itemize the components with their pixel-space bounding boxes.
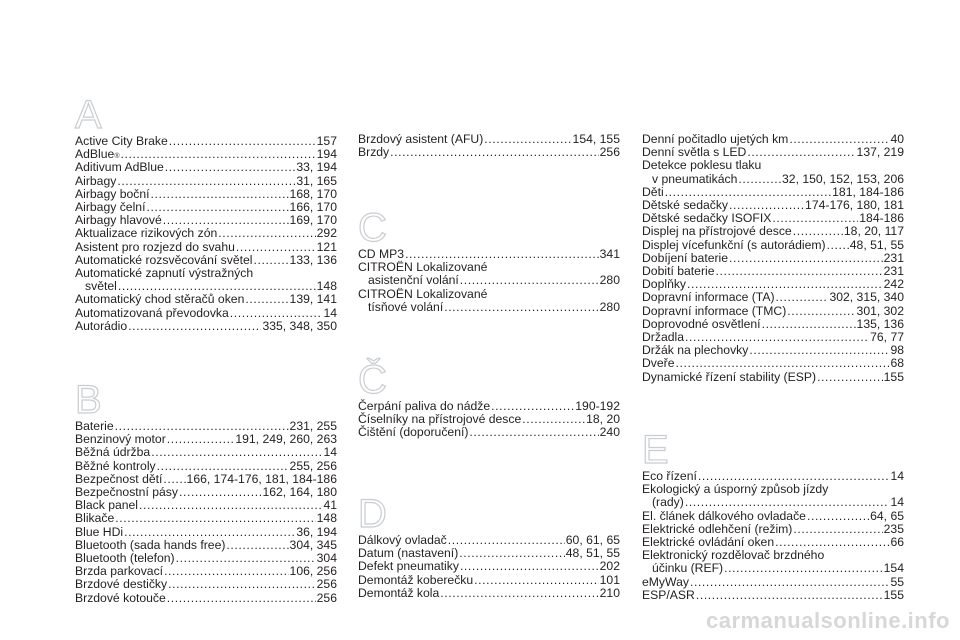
section-d-continued	[642, 133, 904, 384]
index-entry-label: Automatizovaná převodovka	[75, 305, 229, 320]
index-entry-label: Demontáž kola	[358, 585, 440, 600]
index-entry-pages: 256	[599, 145, 620, 160]
dot-leader	[115, 512, 315, 525]
dot-leader	[124, 526, 295, 539]
index-entry-pages: 301, 302	[856, 303, 904, 318]
index-entry-pages: 40	[890, 132, 904, 146]
dot-leader	[444, 301, 598, 314]
index-entry	[75, 499, 337, 512]
index-entry-pages: 121	[316, 239, 337, 254]
index-entry-pages: 137, 219	[856, 145, 904, 160]
index-entry-pages: 148	[316, 511, 337, 526]
dot-leader	[738, 173, 781, 186]
section-a	[75, 95, 337, 333]
index-entry-label: Datum (nastavení)	[358, 546, 459, 561]
index-entry-label: Brzdové destičky	[75, 577, 168, 592]
index-entry-label: Black panel	[75, 498, 139, 513]
dot-leader	[469, 426, 598, 439]
index-entry-label: CD MP3	[358, 247, 405, 261]
index-entry-pages: 157	[316, 134, 337, 148]
index-entry	[642, 510, 904, 523]
index-entry	[75, 227, 337, 240]
index-entry-pages: 139, 141	[289, 292, 337, 307]
index-entry-label: El. článek dálkového ovladače	[642, 508, 806, 523]
index-entry	[75, 460, 337, 473]
index-entry-pages: 231, 255	[289, 419, 337, 433]
index-entry-label: Brzdový asistent (AFU)	[358, 132, 484, 146]
index-entry-label: Držák na plechovky	[642, 343, 749, 358]
index-entry-pages: 33, 194	[296, 160, 337, 175]
index-entry-pages: 194	[316, 147, 337, 162]
index-entry-pages: 18, 20, 117	[843, 224, 904, 239]
index-entry-heading: Detekce poklesu tlaku	[642, 158, 762, 173]
index-entry-pages: 174-176, 180, 181	[805, 198, 904, 213]
index-entry-pages: 64, 65	[870, 508, 904, 523]
dot-leader	[165, 161, 296, 174]
index-entry-label: Aditivum AdBlue	[75, 160, 164, 175]
dot-leader	[230, 307, 323, 320]
index-entry-label: v pneumatikách	[652, 171, 738, 186]
index-entry-label: ESP/ASR	[642, 587, 695, 602]
index-entry-pages: 181, 184-186	[832, 184, 904, 199]
index-entry	[75, 446, 337, 459]
index-entry-pages: 41	[323, 498, 337, 513]
dot-leader	[827, 239, 849, 252]
index-entry-pages: 55	[890, 574, 904, 589]
index-entry-pages: 60, 61, 65	[565, 533, 620, 547]
section-d	[358, 494, 620, 600]
index-entry	[358, 133, 620, 146]
index-entry-label: Displej vícefunkční (s autorádiem)	[642, 237, 826, 252]
dot-leader	[522, 413, 585, 426]
dot-leader	[117, 175, 295, 188]
index-entry-label: Čerpání paliva do nádže	[358, 399, 491, 413]
section-b	[75, 380, 337, 605]
index-entry-label: Aktualizace rizikových zón	[75, 226, 218, 241]
index-entry-label: eMyWay	[642, 574, 689, 589]
dot-leader	[440, 587, 598, 600]
index-entry-pages: 210	[599, 585, 620, 600]
dot-leader	[690, 576, 889, 589]
dot-leader	[167, 433, 235, 446]
index-entry-pages: 76, 77	[870, 330, 904, 345]
index-entry	[75, 320, 337, 333]
index-entry	[75, 267, 337, 293]
index-entry-label: Denní počitadlo ujetých km	[642, 132, 789, 146]
index-entry-heading: CITROËN Lokalizované	[358, 286, 488, 301]
index-entry-pages: 135, 136	[856, 316, 904, 331]
index-entry-label: Airbagy čelní	[75, 200, 146, 215]
index-entry-label: Bluetooth (telefon)	[75, 551, 175, 566]
index-entry-label: Běžné kontroly	[75, 458, 156, 473]
index-entry-label: Blue HDi	[75, 524, 124, 539]
dot-leader	[729, 252, 883, 265]
index-entry-label: Automatický chod stěračů oken	[75, 292, 245, 307]
index-entry-label: Displej na přístrojové desce	[642, 224, 792, 239]
index-entry-label: Dálkový ovladač	[358, 533, 447, 547]
index-entry-label: asistenční volání	[368, 273, 459, 288]
dot-leader	[390, 146, 599, 159]
index-entry-pages: 240	[599, 425, 620, 440]
index-entry-pages: 335, 348, 350	[262, 318, 337, 333]
index-entry-label: Defekt pneumatiky	[358, 559, 459, 574]
index-entry-pages: 235	[883, 521, 904, 536]
index-entry-pages: 154	[883, 561, 904, 576]
index-entry-pages: 256	[316, 577, 337, 592]
index-entry-pages: 190-192	[575, 399, 620, 413]
index-entry-pages: 154, 155	[572, 132, 620, 146]
index-entry-pages: 166, 170	[289, 200, 337, 215]
index-entry-pages: 32, 150, 152, 153, 206	[782, 171, 904, 186]
index-entry	[75, 512, 337, 525]
index-entry-label: Dětské sedačky ISOFIX	[642, 211, 772, 226]
index-entry-label: Dveře	[642, 356, 675, 371]
index-entry-label: Doprovodné osvětlení	[642, 316, 761, 331]
index-entry	[75, 175, 337, 188]
index-entry-pages: 48, 51, 55	[849, 237, 904, 252]
index-entry	[642, 483, 904, 509]
index-entry-pages: 256	[316, 590, 337, 605]
index-entry-label: Demontáž koberečku	[358, 572, 474, 587]
section-letter: B	[75, 378, 102, 422]
dot-leader	[245, 293, 288, 306]
dot-leader	[151, 188, 289, 201]
index-entry-label: Autorádio	[75, 318, 128, 333]
dot-leader	[749, 344, 889, 357]
index-entry-label: světel	[85, 279, 117, 294]
index-entry-label: (rady)	[652, 495, 684, 510]
index-entry-label: Dobíjení baterie	[642, 250, 729, 265]
index-entry-label: Baterie	[75, 419, 114, 433]
index-entry	[75, 161, 337, 174]
index-entry	[358, 261, 620, 287]
index-entry	[75, 241, 337, 254]
index-entry-label: Airbagy boční	[75, 186, 150, 201]
index-entry-label: Děti	[642, 184, 664, 199]
section-letter: A	[75, 93, 102, 137]
index-entry-pages: 31, 165	[296, 173, 337, 188]
dot-leader	[128, 320, 261, 333]
index-entry-label: Dynamické řízení stability (ESP)	[642, 369, 817, 384]
index-entry-label: Čištění (doporučení)	[358, 425, 469, 440]
index-entry-heading: Ekologický a úsporný způsob jízdy	[642, 482, 829, 497]
index-entry	[75, 592, 337, 605]
index-entry-heading: CITROËN Lokalizované	[358, 260, 488, 275]
index-entry-label: Dobití baterie	[642, 264, 715, 279]
dot-leader	[685, 496, 890, 509]
index-entry-label: Eco řízení	[642, 469, 697, 483]
index-entry	[358, 426, 620, 439]
index-entry-label: Číselníky na přístrojové desce	[358, 412, 522, 427]
index-entry	[358, 560, 620, 573]
index-entry-label: Běžná údržba	[75, 445, 151, 460]
index-entry	[642, 305, 904, 318]
index-entry-pages: 292	[316, 226, 337, 241]
index-entry-label: Asistent pro rozjezd do svahu	[75, 239, 235, 254]
index-entry-heading: Automatické zapnutí výstražných	[75, 266, 254, 281]
section-c-caron	[358, 360, 620, 440]
index-entry	[358, 146, 620, 159]
dot-leader	[226, 539, 288, 552]
section-b-continued	[358, 133, 620, 159]
index-entry-pages: 162, 164, 180	[262, 485, 337, 500]
section-e	[642, 430, 904, 602]
index-entry-pages: 231	[883, 250, 904, 265]
index-entry-label: AdBlue	[75, 147, 115, 162]
index-entry	[642, 357, 904, 370]
index-entry	[642, 371, 904, 384]
index-entry-pages: 242	[883, 277, 904, 292]
watermark: carmanualsonline.info	[706, 608, 950, 633]
index-entry-pages: 280	[599, 299, 620, 314]
dot-leader	[164, 565, 288, 578]
index-entry-label: Active City Brake	[75, 134, 168, 148]
index-entry-pages: 14	[323, 445, 337, 460]
index-entry	[642, 576, 904, 589]
dot-leader	[724, 562, 883, 575]
index-entry	[642, 225, 904, 238]
index-entry-pages: 48, 51, 55	[565, 546, 620, 561]
index-entry-pages: 155	[883, 587, 904, 602]
index-entry-pages: 168, 170	[289, 186, 337, 201]
index-entry-pages: 255, 256	[289, 458, 337, 473]
section-letter: D	[358, 492, 387, 536]
index-entry-label: Bezpečnost dětí	[75, 471, 163, 486]
index-entry-pages: 36, 194	[296, 524, 337, 539]
index-entry-label: Bezpečnostní pásy	[75, 485, 178, 500]
index-entry	[358, 574, 620, 587]
dot-leader	[776, 291, 829, 304]
index-entry-label: Automatické rozsvěcování světel	[75, 252, 253, 267]
index-entry-label: účinku (REF)	[652, 561, 724, 576]
dot-leader	[448, 534, 565, 547]
index-entry-label: Brzdové kotouče	[75, 590, 166, 605]
index-entry-pages: 166, 174-176, 181, 184-186	[186, 471, 337, 486]
index-entry-label: Bluetooth (sada hands free)	[75, 537, 226, 552]
index-entry-pages: 191, 249, 260, 263	[235, 432, 337, 447]
index-entry-pages: 106, 256	[289, 564, 337, 579]
index-entry	[358, 587, 620, 600]
dot-leader	[168, 578, 316, 591]
index-entry-pages: 155	[883, 369, 904, 384]
index-entry-pages: 101	[599, 572, 620, 587]
index-entry-pages: 66	[890, 535, 904, 550]
dot-leader	[676, 357, 890, 370]
index-entry-pages: 68	[890, 356, 904, 371]
index-entry-pages: 169, 170	[289, 213, 337, 228]
dot-leader	[817, 371, 883, 384]
index-entry	[642, 589, 904, 602]
index-entry	[358, 288, 620, 314]
index-entry-pages: 202	[599, 559, 620, 574]
index-entry-pages: 341	[599, 247, 620, 261]
index-entry	[642, 344, 904, 357]
index-entry-label: Brzda parkovací	[75, 564, 164, 579]
index-entry-pages: 184-186	[859, 211, 904, 226]
dot-leader	[793, 523, 882, 536]
index-entry: AdBlue ® ..... 194	[75, 148, 337, 161]
index-entry	[75, 526, 337, 539]
index-entry	[75, 135, 337, 148]
index-entry-label: Držadla	[642, 330, 684, 345]
dot-leader	[747, 146, 855, 159]
dot-leader	[793, 225, 843, 238]
index-entry-label: Airbagy	[75, 173, 117, 188]
index-entry	[75, 293, 337, 306]
index-entry	[642, 239, 904, 252]
index-entry-label: Benzinový motor	[75, 432, 166, 447]
index-entry-label: Dětské sedačky	[642, 198, 729, 213]
index-entry-label: Dopravní informace (TMC)	[642, 303, 787, 318]
dot-leader	[762, 318, 856, 331]
index-entry-label: tísňové volání	[368, 299, 444, 314]
dot-leader	[179, 486, 261, 499]
dot-leader	[460, 274, 599, 287]
index-entry	[642, 159, 904, 185]
dot-leader	[484, 133, 571, 146]
index-entry-label: Doplňky	[642, 277, 687, 292]
index-entry-pages: 304	[316, 551, 337, 566]
index-entry-label: Denní světla s LED	[642, 145, 747, 160]
index-entry-label: Elektrické odlehčení (režim)	[642, 521, 793, 536]
dot-leader	[460, 560, 599, 573]
index-entry	[642, 549, 904, 575]
index-entry	[75, 578, 337, 591]
index-entry-pages: 14	[890, 495, 904, 510]
dot-leader	[151, 446, 322, 459]
section-letter: Č	[358, 358, 387, 402]
dot-leader	[459, 547, 565, 560]
index-entry-pages: 231	[883, 264, 904, 279]
dot-leader	[696, 589, 883, 602]
dot-leader	[236, 241, 316, 254]
dot-leader	[253, 254, 288, 267]
index-entry-pages: 18, 20	[586, 412, 620, 427]
index-entry-pages: 14	[890, 469, 904, 483]
dot-leader	[146, 201, 288, 214]
index-entry-pages: 148	[316, 279, 337, 294]
dot-leader	[474, 574, 598, 587]
index-entry-pages: 14	[323, 305, 337, 320]
dot-leader	[139, 499, 322, 512]
dot-leader	[787, 305, 855, 318]
section-letter: E	[642, 428, 669, 472]
section-c	[358, 208, 620, 314]
index-entry-label: Dopravní informace (TA)	[642, 290, 775, 305]
index-entry-pages: 302, 315, 340	[829, 290, 904, 305]
index-entry-label: Airbagy hlavové	[75, 213, 162, 228]
dot-leader	[218, 227, 315, 240]
index-entry-pages: 304, 345	[289, 537, 337, 552]
index-entry-label: Blikače	[75, 511, 115, 526]
dot-leader	[157, 460, 289, 473]
index-entry-heading: Elektronický rozdělovač brzdného	[642, 548, 825, 563]
index-entry-pages: 280	[599, 273, 620, 288]
dot-leader	[169, 135, 316, 148]
index-entry-pages: 133, 136	[289, 252, 337, 267]
index-entry-label: Elektrické ovládání oken	[642, 535, 775, 550]
section-letter: C	[358, 206, 387, 250]
dot-leader	[167, 592, 316, 605]
dot-leader	[716, 265, 883, 278]
index-entry-pages: 98	[890, 343, 904, 358]
index-entry	[75, 307, 337, 320]
index-entry-label: Brzdy	[358, 145, 390, 160]
dot-leader	[807, 510, 869, 523]
index-entry	[642, 291, 904, 304]
